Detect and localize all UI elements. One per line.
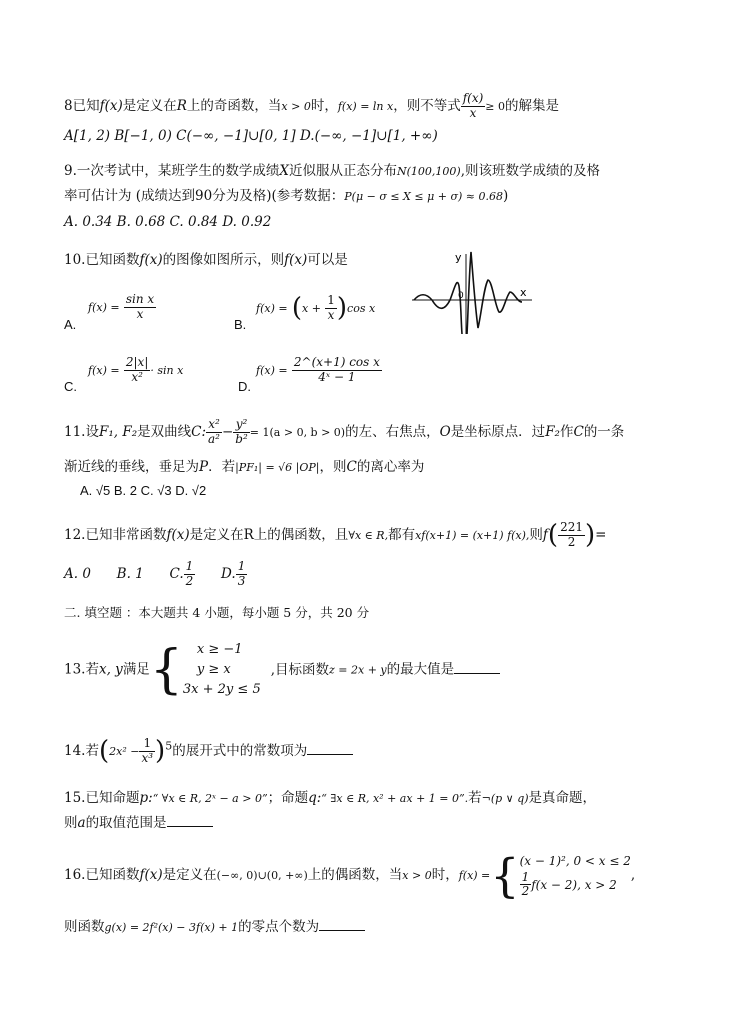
q15-line1: 15.已知命题p:“ ∀x ∈ R, 2ˣ − a > 0”；命题q:“ ∃x ∈ R, x² + ax + 1 = 0”.若¬(p ∨ q)是真命题， (64, 790, 597, 806)
graph-curve-right (467, 252, 522, 334)
q13-stem: 13.若x, y满足{ x ≥ −1 y ≥ x 3x + 2y ≤ 5 ,目标函数z = 2x + y的最大值是 (64, 640, 500, 700)
q12-options: A. 0 B. 1 C. $\frac{1}{2}$ D. $\frac{1}{3}$ (64, 559, 246, 588)
q16-line2: 则函数g(x) = 2f²(x) − 3f(x) + 1的零点个数为 (64, 918, 365, 936)
q10-option-d-fraction: $\frac{\text{2\textasciicircum{}(x+1) cos x}}{\text{4ˣ − 1}}$ (293, 355, 380, 384)
q11-options: A. √5 B. 2 C. √3 D. √2 (80, 483, 207, 498)
q14-fraction: $\frac{1}{\text{x³}}$ (141, 735, 154, 765)
graph-origin-label: 0 (458, 291, 464, 301)
section-2-heading: 二. 填空题 ：本大题共 4 小题，每小题 5 分，共 20 分 (64, 605, 370, 620)
q14-stem: 14.若(2x² − $\frac{1}{\text{x³}}$ )$^5$的展开式中的常数项为 (64, 735, 353, 768)
q16-half-fraction: $\frac{1}{2}$ (521, 869, 530, 899)
q9-options: A. 0.34 B. 0.68 C. 0.84 D. 0.92 (64, 214, 272, 230)
q15-answer-blank[interactable] (167, 814, 213, 827)
q13-answer-blank[interactable] (454, 661, 500, 674)
q16-piecewise: (x − 1)², 0 < x ≤ 2 $\frac{1}{2}$ f(x − 2), x > 2 (519, 854, 631, 899)
q10-function-graph (410, 246, 535, 338)
q10-option-c-fraction: $\frac{2|x|}{\text{x²}}$ (125, 355, 149, 384)
q8-stem: 8已知f(x)是定义在R上的奇函数，当x > 0时，f(x) = ln x，则不等式 $\frac{f(x)}{x}$ ≥ 0的解集是 (64, 91, 560, 120)
q10-option-d-label: D. (238, 379, 251, 394)
q9-line1: 9.一次考试中，某班学生的数学成绩X近似服从正态分布N(100,100),则该班数学成绩的及格 (64, 163, 601, 179)
q12-stem: 12.已知非常函数f(x)是定义在R上的偶函数，且∀x ∈ R,都有xf(x+1) = (x+1) f(x),则f( $\frac{221}{2}$ )= (64, 519, 607, 550)
q11-frac-x: $\frac{\text{x²}}{\text{a²}}$ (208, 417, 220, 446)
graph-curve-left (414, 283, 462, 334)
q12-option-d-fraction: $\frac{1}{3}$ (237, 559, 246, 588)
q10-option-c: f(x) = $\frac{2|x|}{\text{x²}}$ · sin x (88, 355, 184, 384)
q11-line2: 渐近线的垂线，垂足为P．若|PF₁| = √6 |OP|，则C的离心率为 (64, 459, 425, 475)
q14-answer-blank[interactable] (307, 742, 353, 755)
q15-line2: 则a的取值范围是 (64, 814, 213, 832)
q16-answer-blank[interactable] (319, 918, 365, 931)
q11-frac-y: $\frac{\text{y²}}{\text{b²}}$ (235, 417, 248, 446)
q10-option-c-label: C. (64, 379, 77, 394)
graph-y-label: y (455, 251, 462, 264)
q10-option-b-fraction: $\frac{1}{x}$ (327, 292, 335, 322)
q12-fraction: $\frac{221}{2}$ (560, 519, 583, 549)
q10-option-a-label: A. (64, 317, 77, 332)
q10-option-b-label: B. (234, 317, 247, 332)
q10-stem: 10.已知函数f(x)的图像如图所示，则f(x)可以是 (64, 252, 348, 268)
q10-option-b: f(x) = (x + $\frac{1}{x}$ )cos x (256, 292, 376, 323)
q16-stem: 16.已知函数f(x)是定义在(−∞, 0)∪(0, +∞)上的偶函数，当x > 0时，f(x) ={ (x − 1)², 0 < x ≤ 2 $\frac{1}{2}$ f(x − 2), x > 2 , (64, 848, 636, 903)
q13-constraints: x ≥ −1 y ≥ x 3x + 2y ≤ 5 (182, 642, 261, 698)
q10-option-d: f(x) = $\frac{\text{2\textasciicircum{}(x+1) cos x}}{\text{4ˣ − 1}}$ (256, 355, 380, 384)
q10-option-a: f(x) = $\frac{\text{sin x}}{x}$ (88, 292, 155, 321)
graph-x-label: x (520, 286, 527, 299)
q12-option-c-fraction: $\frac{1}{2}$ (185, 559, 194, 588)
q11-line1: 11.设F₁, F₂是双曲线C: $\frac{\text{x²}}{\text{a²}}$ − $\frac{\text{y²}}{\text{b²}}$ = 1(a > 0, b > 0)的左、右焦点，O是坐标原点．过F₂作C的一条 (64, 417, 625, 446)
q10-option-a-fraction: $\frac{\text{sin x}}{x}$ (125, 292, 155, 321)
q8-options: A[1, 2) B[−1, 0) C(−∞, −1]∪[0, 1] D.(−∞, −1]∪[1, +∞) (64, 128, 438, 144)
q9-line2: 率可估计为 (成绩达到90分为及格)(参考数据：P(μ − σ ≤ X ≤ μ + σ) ≈ 0.68) (64, 188, 509, 204)
q8-fraction: $\frac{f(x)}{x}$ (462, 91, 484, 120)
